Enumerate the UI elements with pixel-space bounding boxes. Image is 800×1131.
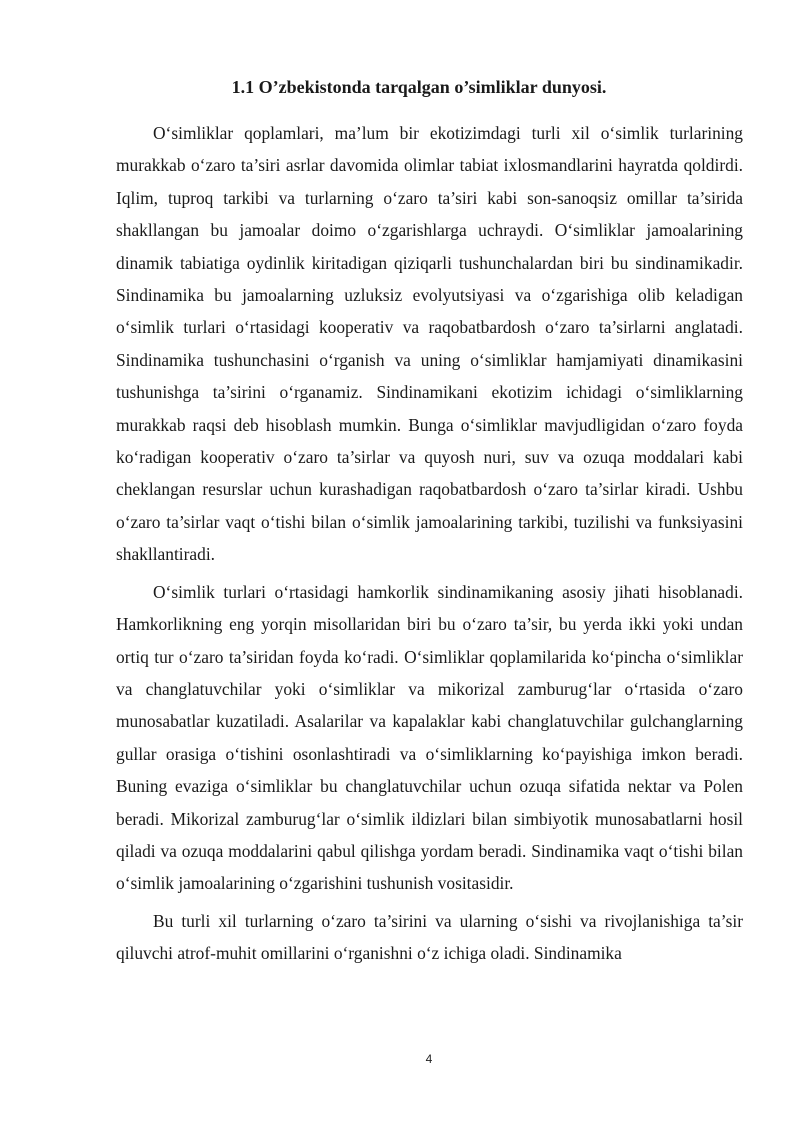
paragraph-3: Bu turli xil turlarning o‘zaro ta’sirini va ularning o‘sishi va rivojlanishiga ta’sir qiluvchi atrof-muhit omillarini o‘rganishni o‘z ichiga oladi. Sindinamika [116,910,743,964]
page-number: 4 [425,1052,433,1066]
paragraph-2: O‘simlik turlari o‘rtasidagi hamkorlik sindinamikaning asosiy jihati hisoblanadi. Hamkorlikning eng yorqin misollaridan biri bu o‘zaro ta’sir, bu yerda ikki yoki undan ortiq tur o‘zaro ta’siridan foyda ko‘radi. O‘simliklar qoplamilarida ko‘pincha o‘simliklar va changlatuvchilar yoki o‘simliklar va mikorizal zamburug‘lar o‘rtasida o‘zaro munosabatlar kuzatiladi. Asalarilar va kapalaklar kabi changlatuvchilar gulchanglarning gullar orasiga o‘tishini osonlashtiradi va o‘simliklarning ko‘payishiga imkon beradi. Buning evaziga o‘simliklar bu changlatuvchilar uchun ozuqa sifatida nektar va Polen beradi. Mikorizal zamburug‘lar o‘simlik ildizlari bilan simbiyotik munosabatlarni hosil qiladi va ozuqa moddalarini qabul qilishga yordam beradi. Sindinamika vaqt o‘tishi bilan o‘simlik jamoalarining o‘zgarishini tushunish vositasidir. [116,581,743,894]
section-heading: 1.1 O’zbekistonda tarqalgan o’simliklar dunyosi. [231,77,607,97]
body-text [116,117,743,970]
paragraph-1: O‘simliklar qoplamlari, ma’lum bir ekotizimdagi turli xil o‘simlik turlarining murakkab o‘zaro ta’siri asrlar davomida olimlar tabiat ixlosmandlarini hayratda qoldirdi. Iqlim, tuproq tarkibi va turlarning o‘zaro ta’siri kabi son-sanoqsiz omillar ta’sirida shakllangan bu jamoalar doimo o‘zgarishlarga uchraydi. O‘simliklar jamoalarining dinamik tabiatiga oydinlik kiritadigan qiziqarli tushunchalardan biri bu sindinamikadir. Sindinamika bu jamoalarning uzluksiz evolyutsiyasi va o‘zgarishiga olib keladigan o‘simlik turlari o‘rtasidagi kooperativ va raqobatbardosh o‘zaro ta’sirlarni anglatadi. Sindinamika tushunchasini o‘rganish va uning o‘simliklar hamjamiyati dinamikasini tushunishga ta’sirini o‘rganamiz. Sindinamikani ekotizim ichidagi o‘simliklarning murakkab raqsi deb hisoblash mumkin. Bunga o‘simliklar mavjudligidan o‘zaro foyda ko‘radigan kooperativ o‘zaro ta’sirlar va quyosh nuri, suv va ozuqa moddalari kabi cheklangan resurslar uchun kurashadigan raqobatbardosh o‘zaro ta’sirlar kiradi. Ushbu o‘zaro ta’sirlar vaqt o‘tishi bilan o‘simlik jamoalarining tarkibi, tuzilishi va funksiyasini shakllantiradi. [116,123,743,565]
